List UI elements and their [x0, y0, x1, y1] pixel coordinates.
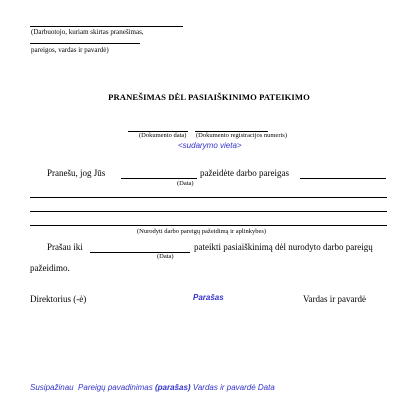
place-placeholder: <sudarymo vieta>	[178, 141, 242, 150]
acknowledgement-date: Data	[257, 383, 275, 392]
acknowledgement-name: Vardas ir pavardė	[192, 383, 256, 392]
recipient-line-2	[30, 43, 140, 44]
signatory-name: Vardas ir pavardė	[303, 294, 366, 304]
acknowledgement-word: Susipažinau	[30, 383, 74, 392]
request-text-end: pažeidimo.	[30, 263, 70, 273]
violation-label: (Nurodyti darbo pareigų pažeidimą ir aplinkybes)	[137, 228, 267, 235]
recipient-label-1: (Darbuotojo, kuriam skirtas pranešimas,	[31, 28, 144, 36]
recipient-line-1	[30, 26, 183, 27]
request-date-label: (Data)	[157, 253, 174, 260]
acknowledgement-row	[30, 384, 275, 392]
notice-text-start: Pranešu, jog Jūs	[47, 168, 106, 178]
notice-date-label: (Data)	[177, 180, 194, 187]
registration-number-label: (Dokumento registracijos numeris)	[196, 132, 287, 139]
request-text-mid: pateikti pasiaiškinimą dėl nurodyto darbo pareigų	[194, 242, 373, 252]
document-date-label: (Dokumento data)	[139, 132, 187, 139]
signature-placeholder: Parašas	[193, 293, 224, 302]
request-date-blank	[90, 252, 190, 253]
notice-date-blank	[121, 178, 197, 179]
recipient-label-2: pareigos, vardas ir pavardė)	[31, 46, 109, 54]
acknowledgement-position: Pareigų pavadinimas	[78, 383, 153, 392]
request-text-start: Prašau iki	[47, 242, 83, 252]
violation-line-3	[30, 225, 387, 226]
document-title: PRANEŠIMAS DĖL PASIAIŠKINIMO PATEIKIMO	[108, 92, 310, 102]
notice-text-mid: pažeidėte darbo pareigas	[200, 168, 289, 178]
violation-line-1	[30, 197, 387, 198]
violation-line-2	[30, 211, 387, 212]
acknowledgement-signature: (parašas)	[155, 383, 191, 392]
notice-duty-blank	[300, 178, 386, 179]
signatory-position: Direktorius (-ė)	[30, 294, 87, 304]
